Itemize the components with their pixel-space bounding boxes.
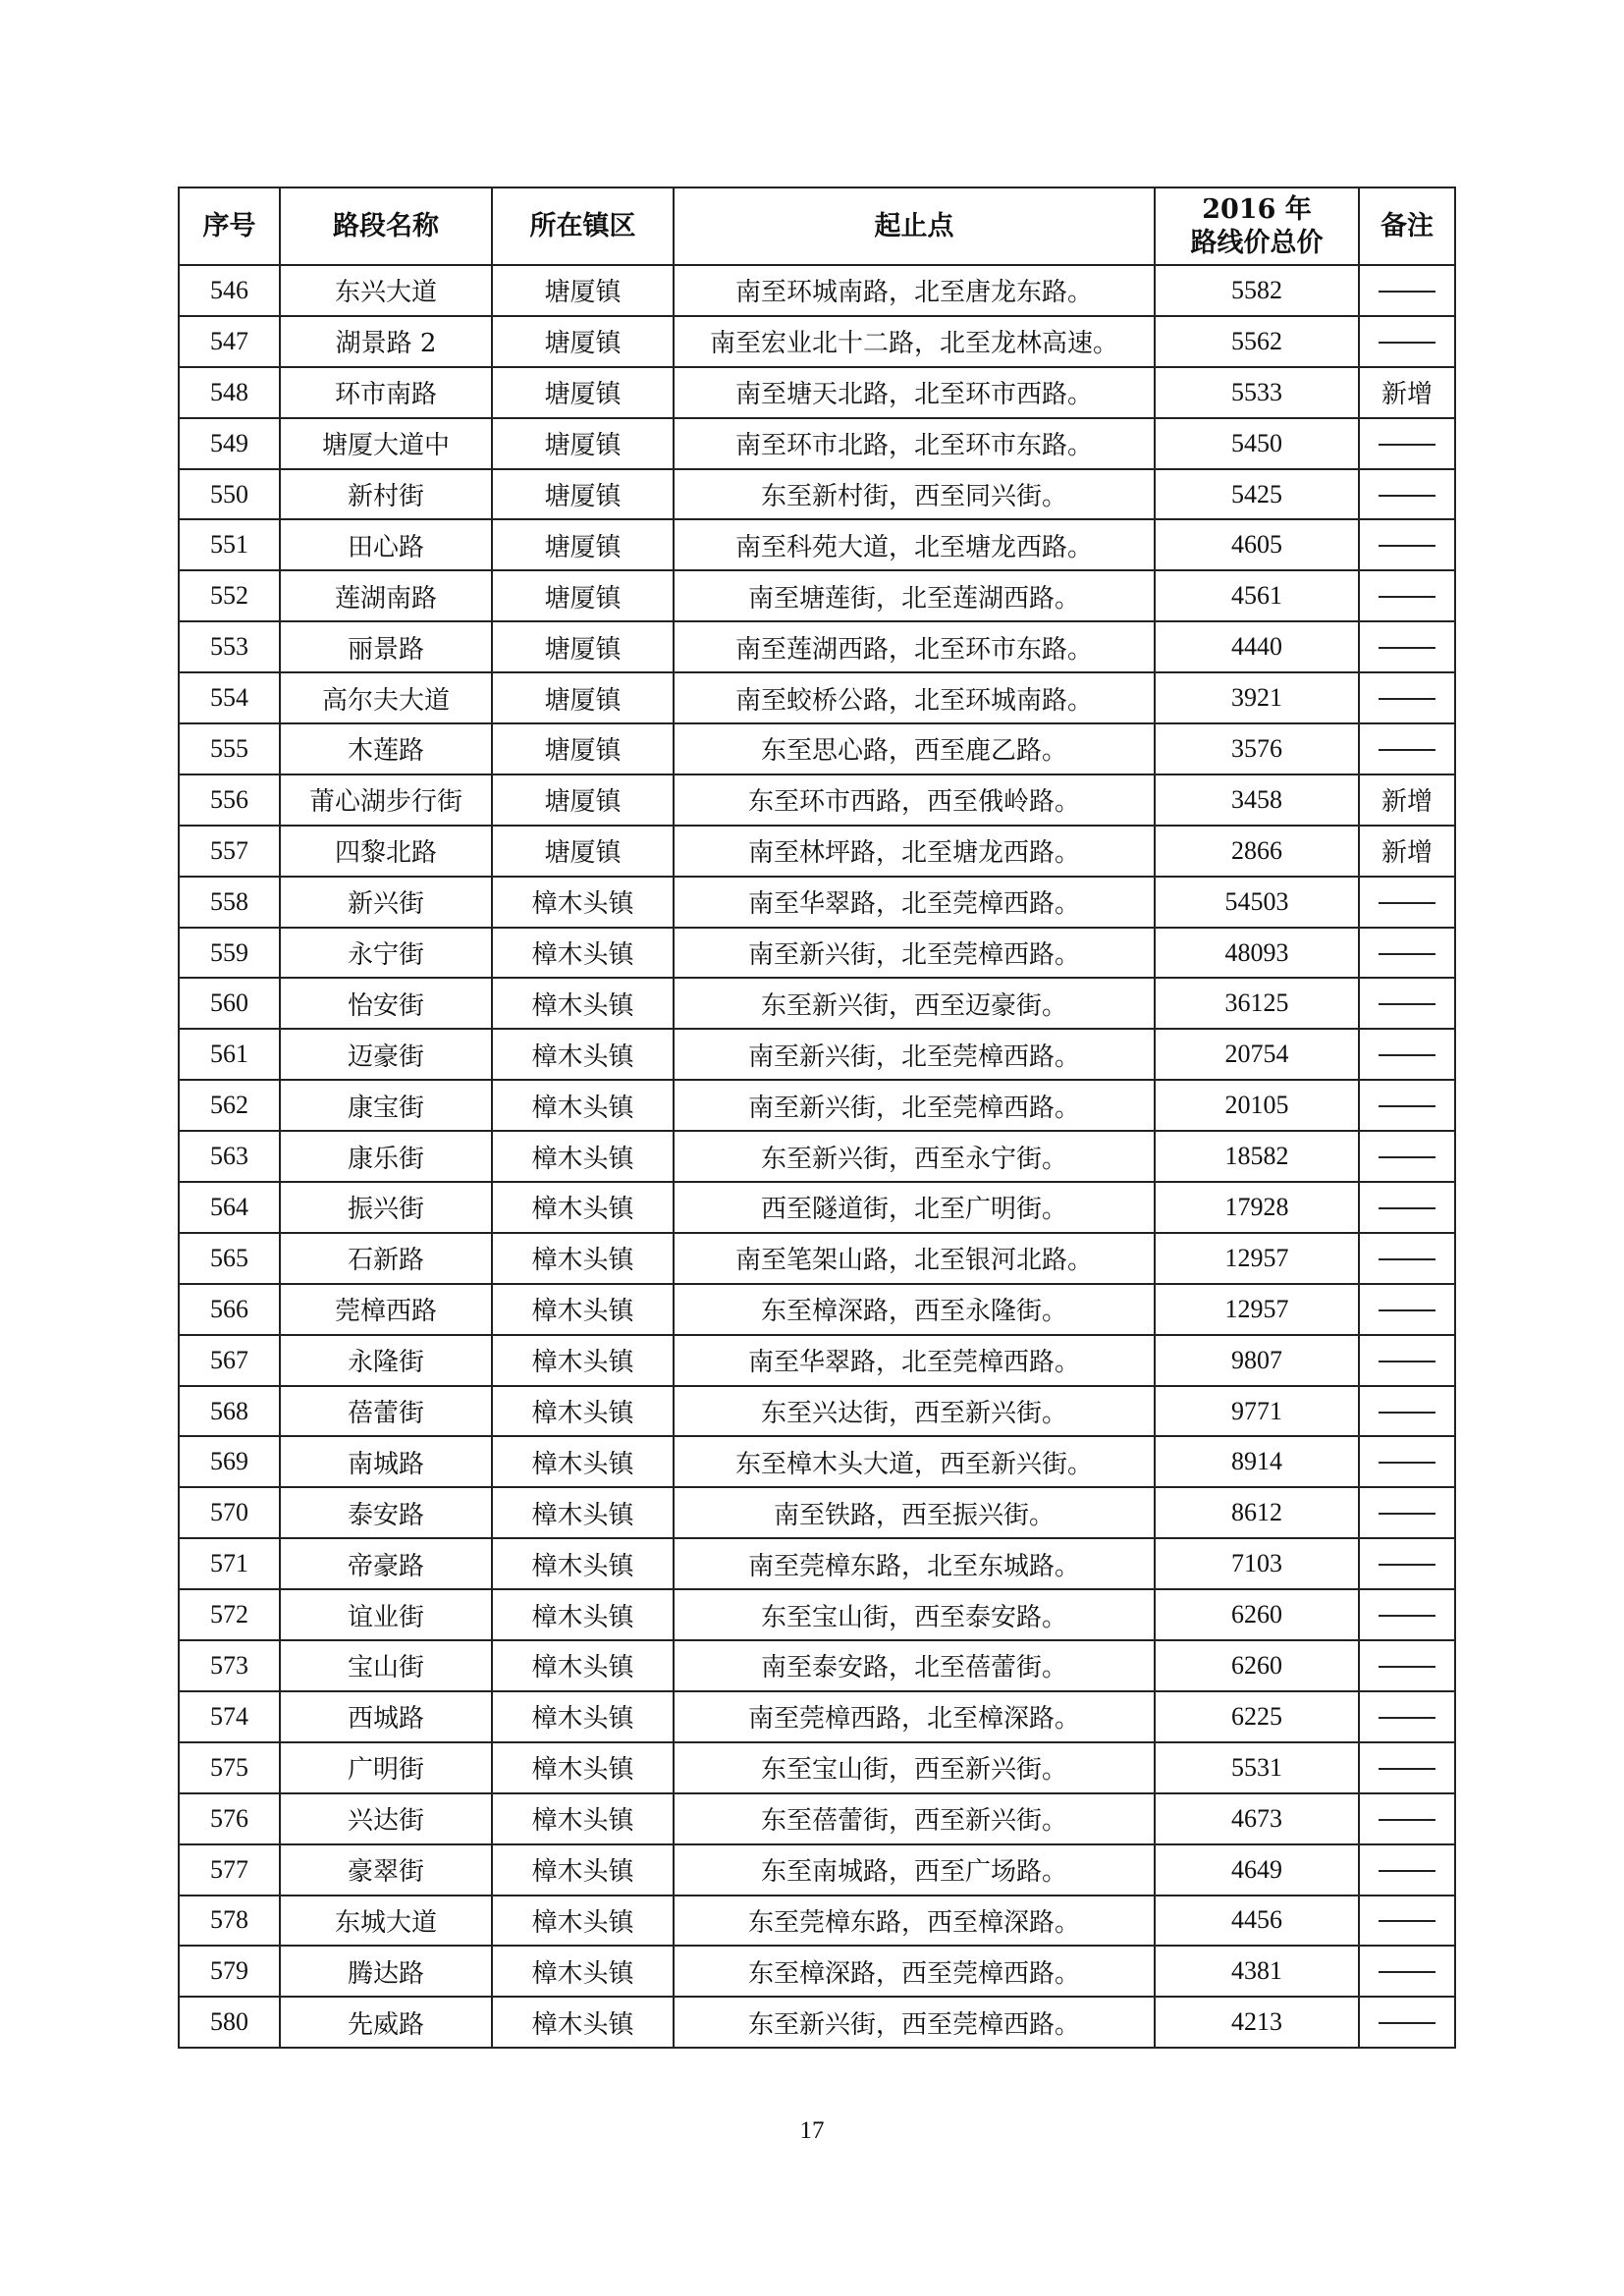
cell-note [1359,723,1455,774]
cell-range: 南至新兴街，北至莞樟西路。 [674,1029,1155,1080]
table-row [179,1844,1455,1896]
cell-price: 20105 [1155,1080,1359,1131]
dash-placeholder [1379,698,1435,700]
cell-range: 南至新兴街，北至莞樟西路。 [674,928,1155,979]
cell-note [1359,1742,1455,1793]
cell-town: 塘厦镇 [492,469,674,520]
dash-placeholder [1379,2022,1435,2024]
cell-no: 548 [179,367,280,418]
cell-road-name: 豪翠街 [280,1844,492,1896]
cell-road-name: 高尔夫大道 [280,672,492,723]
dash-placeholder [1379,1105,1435,1107]
cell-price: 5450 [1155,418,1359,469]
dash-placeholder [1379,1309,1435,1311]
table-row [179,723,1455,774]
cell-town: 樟木头镇 [492,1436,674,1487]
cell-note: 新增 [1359,826,1455,877]
dash-placeholder [1379,1412,1435,1414]
dash-placeholder [1379,495,1435,497]
cell-road-name: 塘厦大道中 [280,418,492,469]
cell-price: 8914 [1155,1436,1359,1487]
header-note: 备注 [1359,187,1455,265]
cell-price: 6260 [1155,1640,1359,1691]
table-row [179,978,1455,1029]
cell-no: 561 [179,1029,280,1080]
cell-note [1359,570,1455,621]
cell-price: 48093 [1155,928,1359,979]
header-price [1155,187,1359,265]
table-row [179,1997,1455,2048]
cell-note [1359,1793,1455,1844]
cell-note [1359,1640,1455,1691]
cell-road-name: 谊业街 [280,1589,492,1640]
table-row [179,1793,1455,1844]
table-row [179,1436,1455,1487]
table-row [179,1640,1455,1691]
table-row [179,418,1455,469]
cell-road-name: 永隆街 [280,1335,492,1386]
cell-range: 东至樟深路，西至莞樟西路。 [674,1946,1155,1997]
table-row [179,1233,1455,1284]
cell-range: 西至隧道街，北至广明街。 [674,1182,1155,1233]
cell-road-name: 南城路 [280,1436,492,1487]
cell-no: 549 [179,418,280,469]
cell-note [1359,1029,1455,1080]
dash-placeholder [1379,1920,1435,1922]
cell-town: 樟木头镇 [492,1284,674,1335]
cell-note [1359,1844,1455,1896]
cell-price: 7103 [1155,1538,1359,1589]
cell-no: 578 [179,1896,280,1947]
table-row [179,1182,1455,1233]
cell-town: 樟木头镇 [492,1691,674,1742]
cell-road-name: 帝豪路 [280,1538,492,1589]
cell-no: 552 [179,570,280,621]
cell-town: 塘厦镇 [492,826,674,877]
cell-range: 南至笔架山路，北至银河北路。 [674,1233,1155,1284]
cell-price: 6225 [1155,1691,1359,1742]
table-row [179,1029,1455,1080]
cell-no: 579 [179,1946,280,1997]
table-row [179,1131,1455,1182]
cell-town: 樟木头镇 [492,1896,674,1947]
cell-note [1359,418,1455,469]
cell-no: 573 [179,1640,280,1691]
cell-town: 樟木头镇 [492,1640,674,1691]
table-row [179,316,1455,367]
cell-price: 5425 [1155,469,1359,520]
table-row [179,367,1455,418]
cell-price: 12957 [1155,1233,1359,1284]
header-price-line2: 路线价总价 [1190,227,1324,258]
cell-town: 塘厦镇 [492,265,674,316]
cell-price: 8612 [1155,1487,1359,1538]
dash-placeholder [1379,1768,1435,1770]
cell-town: 塘厦镇 [492,570,674,621]
cell-road-name: 东城大道 [280,1896,492,1947]
road-price-table [178,187,1456,2049]
cell-road-name: 蓓蕾街 [280,1386,492,1437]
cell-road-name: 丽景路 [280,621,492,672]
cell-note [1359,519,1455,570]
cell-price: 6260 [1155,1589,1359,1640]
page-number: 17 [799,2117,825,2144]
cell-range: 东至宝山街，西至泰安路。 [674,1589,1155,1640]
cell-note: 新增 [1359,774,1455,826]
cell-no: 550 [179,469,280,520]
cell-price: 4381 [1155,1946,1359,1997]
cell-price: 3921 [1155,672,1359,723]
cell-road-name: 康宝街 [280,1080,492,1131]
cell-price: 18582 [1155,1131,1359,1182]
cell-no: 580 [179,1997,280,2048]
cell-road-name: 莲湖南路 [280,570,492,621]
cell-no: 576 [179,1793,280,1844]
dash-placeholder [1379,1819,1435,1821]
cell-town: 樟木头镇 [492,1538,674,1589]
table-row [179,469,1455,520]
cell-road-name: 怡安街 [280,978,492,1029]
cell-range: 东至蓓蕾街，西至新兴街。 [674,1793,1155,1844]
cell-town: 樟木头镇 [492,1793,674,1844]
dash-placeholder [1379,1717,1435,1719]
cell-note [1359,928,1455,979]
cell-price: 54503 [1155,877,1359,928]
table-header-row [179,187,1455,265]
dash-placeholder [1379,1564,1435,1566]
cell-road-name: 莆心湖步行街 [280,774,492,826]
cell-no: 568 [179,1386,280,1437]
cell-note [1359,1436,1455,1487]
cell-price: 9771 [1155,1386,1359,1437]
header-price-line1: 2016 年 [1202,193,1312,225]
cell-note [1359,1233,1455,1284]
table-row [179,1946,1455,1997]
cell-price: 5531 [1155,1742,1359,1793]
cell-road-name: 田心路 [280,519,492,570]
cell-road-name: 兴达街 [280,1793,492,1844]
cell-range: 南至华翠路，北至莞樟西路。 [674,1335,1155,1386]
cell-no: 572 [179,1589,280,1640]
cell-range: 南至莞樟东路，北至东城路。 [674,1538,1155,1589]
cell-town: 樟木头镇 [492,1844,674,1896]
cell-range: 东至新兴街，西至迈豪街。 [674,978,1155,1029]
cell-no: 547 [179,316,280,367]
cell-note [1359,1691,1455,1742]
cell-note [1359,316,1455,367]
cell-range: 南至莲湖西路，北至环市东路。 [674,621,1155,672]
cell-road-name: 宝山街 [280,1640,492,1691]
cell-road-name: 环市南路 [280,367,492,418]
cell-road-name: 石新路 [280,1233,492,1284]
cell-town: 樟木头镇 [492,1997,674,2048]
dash-placeholder [1379,902,1435,904]
cell-note [1359,1131,1455,1182]
cell-note [1359,1896,1455,1947]
cell-note [1359,1335,1455,1386]
cell-range: 东至兴达街，西至新兴街。 [674,1386,1155,1437]
cell-road-name: 湖景路 2 [280,316,492,367]
cell-price: 4649 [1155,1844,1359,1896]
cell-range: 东至南城路，西至广场路。 [674,1844,1155,1896]
table-row [179,877,1455,928]
cell-note [1359,1487,1455,1538]
cell-town: 樟木头镇 [492,1233,674,1284]
cell-price: 2866 [1155,826,1359,877]
cell-road-name: 西城路 [280,1691,492,1742]
cell-range: 东至新兴街，西至永宁街。 [674,1131,1155,1182]
cell-note [1359,1997,1455,2048]
cell-range: 南至泰安路，北至蓓蕾街。 [674,1640,1155,1691]
cell-price: 4456 [1155,1896,1359,1947]
cell-note [1359,265,1455,316]
table-row [179,928,1455,979]
cell-road-name: 莞樟西路 [280,1284,492,1335]
cell-range: 南至铁路，西至振兴街。 [674,1487,1155,1538]
cell-town: 塘厦镇 [492,316,674,367]
cell-road-name: 泰安路 [280,1487,492,1538]
cell-range: 南至环市北路，北至环市东路。 [674,418,1155,469]
cell-range: 南至宏业北十二路，北至龙林高速。 [674,316,1155,367]
dash-placeholder [1379,1462,1435,1464]
cell-range: 南至科苑大道，北至塘龙西路。 [674,519,1155,570]
cell-price: 20754 [1155,1029,1359,1080]
cell-town: 樟木头镇 [492,1487,674,1538]
cell-town: 樟木头镇 [492,1335,674,1386]
cell-town: 樟木头镇 [492,1742,674,1793]
dash-placeholder [1379,1003,1435,1005]
cell-range: 南至新兴街，北至莞樟西路。 [674,1080,1155,1131]
cell-no: 574 [179,1691,280,1742]
cell-price: 4673 [1155,1793,1359,1844]
dash-placeholder [1379,1666,1435,1668]
dash-placeholder [1379,1054,1435,1056]
cell-price: 36125 [1155,978,1359,1029]
cell-range: 南至环城南路，北至唐龙东路。 [674,265,1155,316]
cell-no: 557 [179,826,280,877]
cell-town: 樟木头镇 [492,928,674,979]
cell-range: 东至新兴街，西至莞樟西路。 [674,1997,1155,2048]
cell-town: 樟木头镇 [492,877,674,928]
table-row [179,570,1455,621]
table-row [179,1386,1455,1437]
table-row [179,1284,1455,1335]
cell-road-name: 永宁街 [280,928,492,979]
cell-road-name: 新兴街 [280,877,492,928]
cell-town: 樟木头镇 [492,1080,674,1131]
cell-town: 塘厦镇 [492,723,674,774]
cell-no: 570 [179,1487,280,1538]
cell-no: 554 [179,672,280,723]
cell-no: 575 [179,1742,280,1793]
cell-price: 3576 [1155,723,1359,774]
cell-town: 樟木头镇 [492,1182,674,1233]
cell-road-name: 先威路 [280,1997,492,2048]
dash-placeholder [1379,953,1435,955]
cell-no: 577 [179,1844,280,1896]
cell-note [1359,1946,1455,1997]
cell-road-name: 新村街 [280,469,492,520]
cell-road-name: 四黎北路 [280,826,492,877]
cell-note: 新增 [1359,367,1455,418]
table-row [179,621,1455,672]
cell-range: 南至林坪路，北至塘龙西路。 [674,826,1155,877]
dash-placeholder [1379,596,1435,598]
cell-town: 塘厦镇 [492,418,674,469]
cell-note [1359,672,1455,723]
cell-town: 樟木头镇 [492,1946,674,1997]
dash-placeholder [1379,291,1435,293]
cell-no: 564 [179,1182,280,1233]
table-row [179,1080,1455,1131]
dash-placeholder [1379,749,1435,751]
cell-range: 东至环市西路，西至俄岭路。 [674,774,1155,826]
cell-town: 樟木头镇 [492,1131,674,1182]
table-row [179,1538,1455,1589]
cell-no: 565 [179,1233,280,1284]
cell-note [1359,621,1455,672]
cell-price: 9807 [1155,1335,1359,1386]
cell-town: 樟木头镇 [492,1029,674,1080]
table-row [179,672,1455,723]
cell-no: 567 [179,1335,280,1386]
cell-range: 东至思心路，西至鹿乙路。 [674,723,1155,774]
cell-road-name: 木莲路 [280,723,492,774]
cell-range: 东至新村街，西至同兴街。 [674,469,1155,520]
cell-no: 569 [179,1436,280,1487]
cell-town: 樟木头镇 [492,978,674,1029]
cell-price: 4213 [1155,1997,1359,2048]
cell-road-name: 振兴街 [280,1182,492,1233]
cell-no: 546 [179,265,280,316]
cell-price: 3458 [1155,774,1359,826]
cell-range: 南至蛟桥公路，北至环城南路。 [674,672,1155,723]
cell-price: 5582 [1155,265,1359,316]
cell-price: 5562 [1155,316,1359,367]
dash-placeholder [1379,1207,1435,1209]
cell-road-name: 腾达路 [280,1946,492,1997]
table-row [179,1487,1455,1538]
cell-town: 塘厦镇 [492,774,674,826]
table-row [179,1742,1455,1793]
cell-range: 东至莞樟东路，西至樟深路。 [674,1896,1155,1947]
table-row [179,826,1455,877]
cell-town: 樟木头镇 [492,1589,674,1640]
cell-no: 553 [179,621,280,672]
table-row [179,1896,1455,1947]
cell-range: 南至塘天北路，北至环市西路。 [674,367,1155,418]
cell-road-name: 康乐街 [280,1131,492,1182]
cell-town: 塘厦镇 [492,672,674,723]
cell-price: 5533 [1155,367,1359,418]
cell-range: 东至宝山街，西至新兴街。 [674,1742,1155,1793]
header-no: 序号 [179,187,280,265]
cell-town: 樟木头镇 [492,1386,674,1437]
header-road-name: 路段名称 [280,187,492,265]
cell-road-name: 东兴大道 [280,265,492,316]
table-row [179,519,1455,570]
cell-no: 571 [179,1538,280,1589]
cell-town: 塘厦镇 [492,621,674,672]
dash-placeholder [1379,647,1435,649]
cell-road-name: 迈豪街 [280,1029,492,1080]
table-row [179,774,1455,826]
cell-no: 566 [179,1284,280,1335]
dash-placeholder [1379,1361,1435,1362]
cell-range: 东至樟木头大道，西至新兴街。 [674,1436,1155,1487]
cell-town: 塘厦镇 [492,367,674,418]
cell-range: 南至华翠路，北至莞樟西路。 [674,877,1155,928]
dash-placeholder [1379,1513,1435,1515]
cell-note [1359,1182,1455,1233]
cell-price: 17928 [1155,1182,1359,1233]
cell-price: 12957 [1155,1284,1359,1335]
cell-road-name: 广明街 [280,1742,492,1793]
cell-note [1359,1284,1455,1335]
cell-town: 塘厦镇 [492,519,674,570]
table-row [179,1335,1455,1386]
cell-range: 南至塘莲街，北至莲湖西路。 [674,570,1155,621]
cell-no: 555 [179,723,280,774]
table-body [179,265,1455,2048]
header-town: 所在镇区 [492,187,674,265]
dash-placeholder [1379,1615,1435,1617]
cell-note [1359,469,1455,520]
dash-placeholder [1379,1971,1435,1973]
cell-note [1359,877,1455,928]
cell-no: 562 [179,1080,280,1131]
cell-range: 东至樟深路，西至永隆街。 [674,1284,1155,1335]
cell-no: 559 [179,928,280,979]
dash-placeholder [1379,342,1435,344]
cell-price: 4605 [1155,519,1359,570]
dash-placeholder [1379,545,1435,547]
table-row [179,1691,1455,1742]
cell-price: 4440 [1155,621,1359,672]
table-row [179,1589,1455,1640]
dash-placeholder [1379,1870,1435,1872]
cell-note [1359,978,1455,1029]
dash-placeholder [1379,1258,1435,1260]
cell-note [1359,1080,1455,1131]
cell-no: 563 [179,1131,280,1182]
cell-range: 南至莞樟西路，北至樟深路。 [674,1691,1155,1742]
table-row [179,265,1455,316]
cell-note [1359,1386,1455,1437]
cell-no: 551 [179,519,280,570]
cell-note [1359,1589,1455,1640]
cell-no: 556 [179,774,280,826]
cell-no: 560 [179,978,280,1029]
cell-note [1359,1538,1455,1589]
cell-no: 558 [179,877,280,928]
header-range: 起止点 [674,187,1155,265]
dash-placeholder [1379,1156,1435,1158]
cell-price: 4561 [1155,570,1359,621]
dash-placeholder [1379,444,1435,446]
